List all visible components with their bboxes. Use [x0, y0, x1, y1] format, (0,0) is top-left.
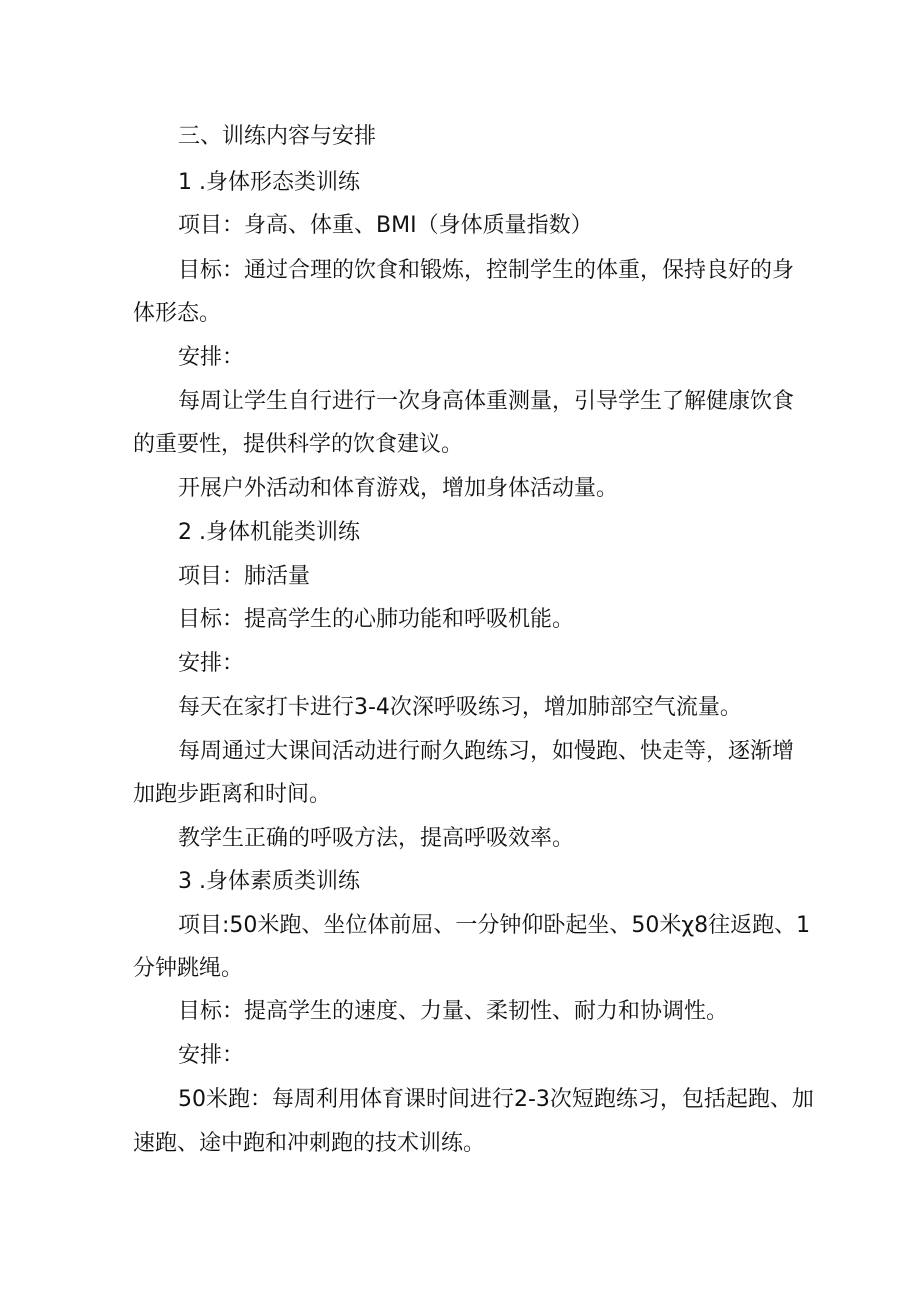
- s1-p2: 开展户外活动和体育游戏，增加身体活动量。: [178, 476, 619, 501]
- section-title: 三、训练内容与安排: [178, 124, 377, 149]
- s1-heading: 1 .身体形态类训练: [178, 170, 360, 195]
- s2-p2-line1: 每周通过大课间活动进行耐久跑练习，如慢跑、快走等，逐渐增: [178, 739, 795, 764]
- s1-p1-line2: 的重要性，提供科学的饮食建议。: [133, 432, 464, 457]
- s3-p1-line2: 速跑、途中跑和冲刺跑的技术训练。: [133, 1131, 486, 1156]
- s1-arrangement: 安排：: [178, 345, 245, 370]
- s3-p1-line1: 50米跑：每周利用体育课时间进行2-3次短跑练习，包括起跑、加: [178, 1087, 814, 1112]
- s2-project: 项目：肺活量: [178, 564, 311, 589]
- s3-project-line2: 分钟跳绳。: [133, 956, 244, 981]
- s2-arrangement: 安排：: [178, 651, 245, 676]
- s3-heading: 3 .身体素质类训练: [178, 869, 360, 894]
- s3-goal: 目标：提高学生的速度、力量、柔韧性、耐力和协调性。: [178, 999, 729, 1024]
- s2-p2-line2: 加跑步距离和时间。: [133, 782, 332, 807]
- s1-project: 项目：身高、体重、BMI（身体质量指数）: [178, 213, 593, 238]
- s2-p3: 教学生正确的呼吸方法，提高呼吸效率。: [178, 826, 575, 851]
- s2-goal: 目标：提高学生的心肺功能和呼吸机能。: [178, 607, 575, 632]
- s1-p1-line1: 每周让学生自行进行一次身高体重测量，引导学生了解健康饮食: [178, 389, 795, 414]
- s1-goal-line2: 体形态。: [133, 301, 222, 326]
- s3-arrangement: 安排：: [178, 1043, 245, 1068]
- s2-p1: 每天在家打卡进行3-4次深呼吸练习，增加肺部空气流量。: [178, 695, 742, 720]
- s3-project-line1: 项目:50米跑、坐位体前屈、一分钟仰卧起坐、50米χ8往返跑、1: [178, 913, 811, 938]
- s1-goal-line1: 目标：通过合理的饮食和锻炼，控制学生的体重，保持良好的身: [178, 258, 795, 283]
- s2-heading: 2 .身体机能类训练: [178, 520, 360, 545]
